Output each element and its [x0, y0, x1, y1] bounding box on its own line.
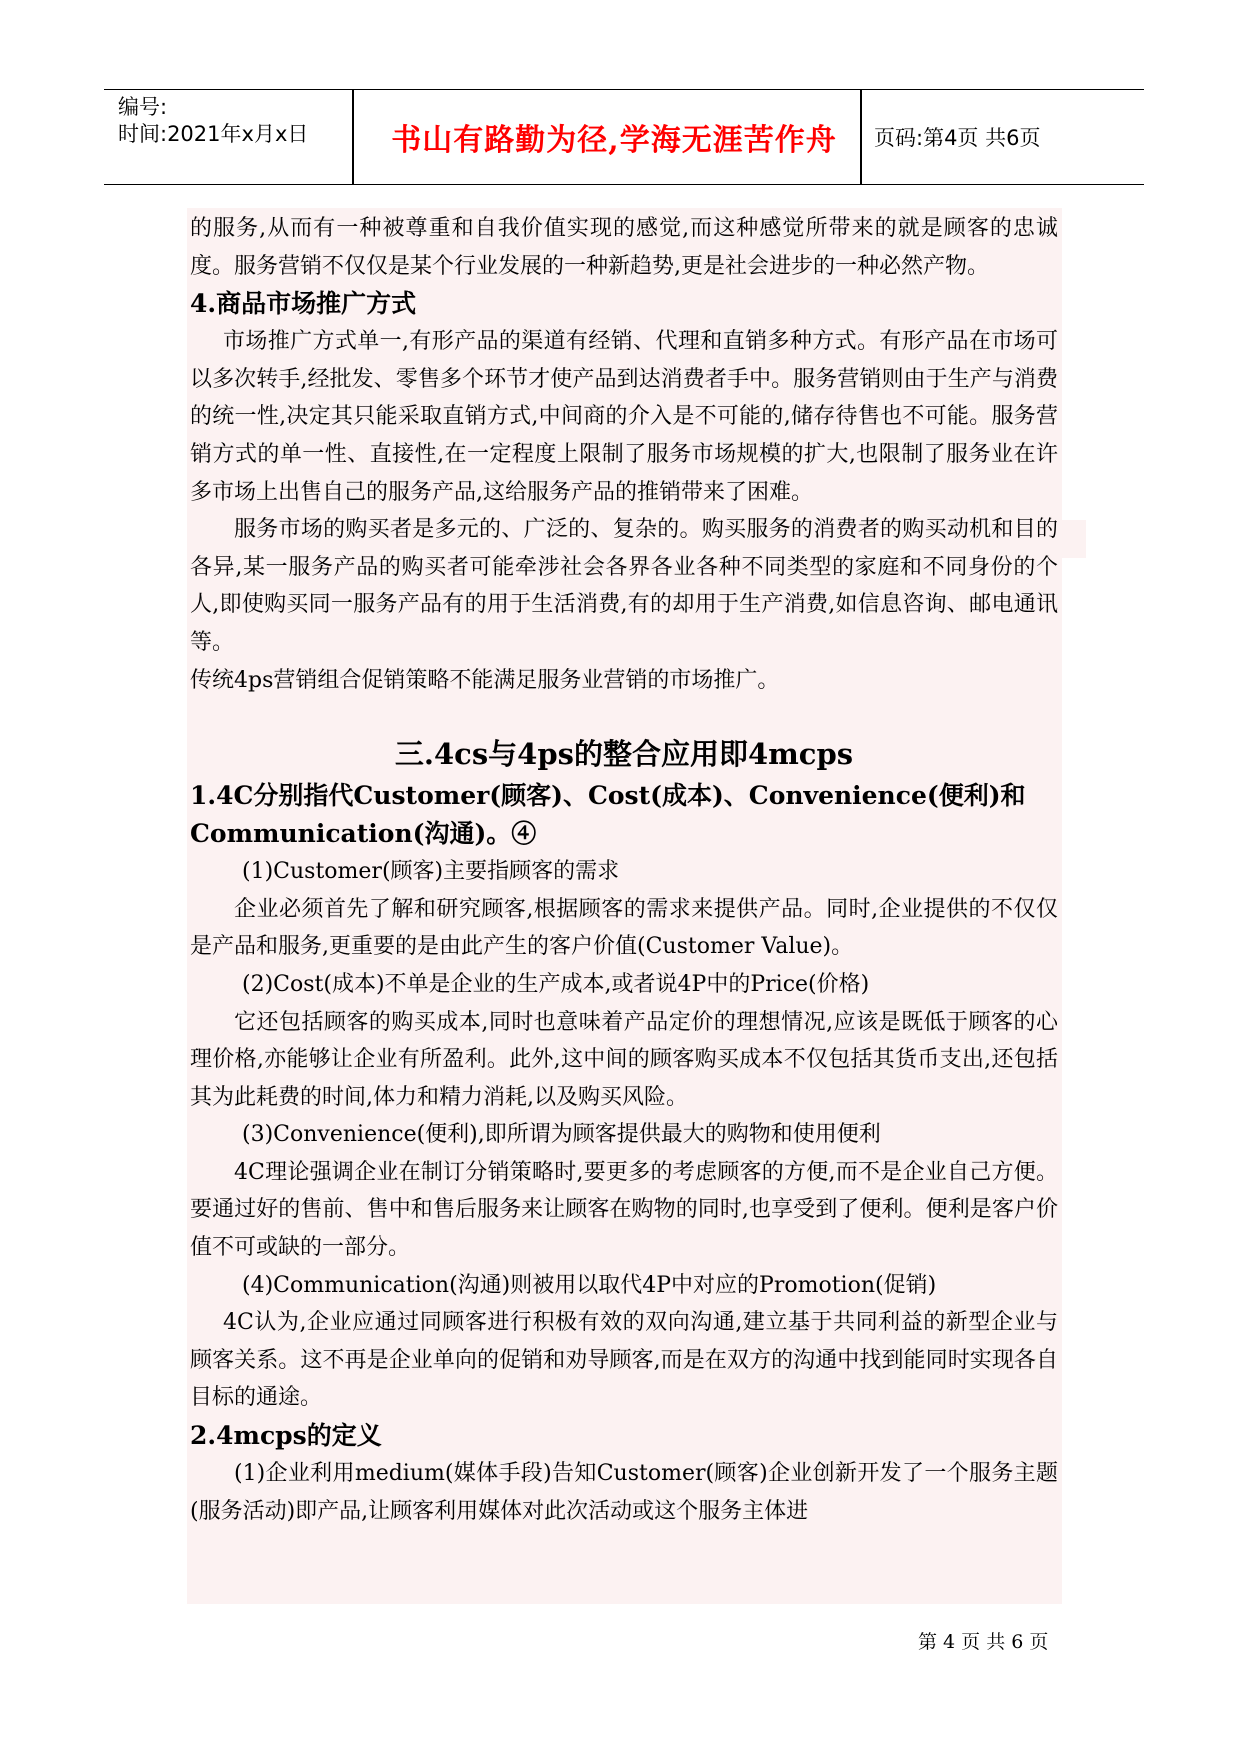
paragraph-customer: 企业必须首先了解和研究顾客,根据顾客的需求来提供产品。同时,企业提供的不仅仅是产品和服务,更重要的是由此产生的客户价值(Customer Value)。	[190, 896, 1058, 960]
subheading-customer: (1)Customer(顾客)主要指顾客的需求	[242, 859, 620, 885]
highlight-overflow	[1062, 520, 1086, 558]
paragraph-convenience: 4C理论强调企业在制订分销策略时,要更多的考虑顾客的方便,而不是企业自己方便。要通过好的售前、售中和售后服务来让顾客在购物的同时,也享受到了便利。便利是客户价值不可或缺的一部分。	[190, 1159, 1058, 1261]
heading-market-promotion: 4.商品市场推广方式	[190, 289, 417, 319]
subheading-communication: (4)Communication(沟通)则被用以取代4P中对应的Promotion(促销)	[242, 1272, 937, 1298]
heading-4mcps-definition: 2.4mcps的定义	[190, 1421, 382, 1451]
header-left-cell	[118, 94, 308, 148]
paragraph-cost: 它还包括顾客的购买成本,同时也意味着产品定价的理想情况,应该是既低于顾客的心理价格,亦能够让企业有所盈利。此外,这中间的顾客购买成本不仅包括其货币支出,还包括其为此耗费的时间,体力和精力消耗,以及购买风险。	[190, 1009, 1058, 1110]
document-time-label: 时间:2021年x月x日	[118, 122, 309, 146]
header-motto: 书山有路勤为径,学海无涯苦作舟	[391, 123, 837, 158]
heading-4c-definition: 1.4C分别指代Customer(顾客)、Cost(成本)、Convenience(便利)和Communication(沟通)。④	[190, 781, 1026, 849]
header-divider-right	[860, 90, 862, 184]
header-divider-left	[352, 90, 354, 184]
paragraph-traditional-4ps: 传统4ps营销组合促销策略不能满足服务业营销的市场推广。	[190, 667, 780, 693]
paragraph-buyers: 服务市场的购买者是多元的、广泛的、复杂的。购买服务的消费者的购买动机和目的各异,某一服务产品的购买者可能牵涉社会各界各业各种不同类型的家庭和不同身份的个人,即使购买同一服务产品有的用于生活消费,有的却用于生产消费,如信息咨询、邮电通讯等。	[190, 517, 1058, 655]
paragraph-promotion: 市场推广方式单一,有形产品的渠道有经销、代理和直销多种方式。有形产品在市场可以多次转手,经批发、零售多个环节才使产品到达消费者手中。服务营销则由于生产与消费的统一性,决定其只能采取直销方式,中间商的介入是不可能的,储存待售也不可能。服务营销方式的单一性、直接性,在一定程度上限制了服务市场规模的扩大,也限制了服务业在许多市场上出售自己的服务产品,这给服务产品的推销带来了困难。	[190, 329, 1058, 505]
document-number-label: 编号:	[118, 95, 168, 119]
page-header	[104, 89, 1144, 185]
subheading-convenience: (3)Convenience(便利),即所谓为顾客提供最大的购物和使用便利	[242, 1122, 881, 1148]
paragraph-intro: 的服务,从而有一种被尊重和自我价值实现的感觉,而这种感觉所带来的就是顾客的忠诚度。服务营销不仅仅是某个行业发展的一种新趋势,更是社会进步的一种必然产物。	[190, 216, 1058, 279]
subheading-cost: (2)Cost(成本)不单是企业的生产成本,或者说4P中的Price(价格)	[242, 971, 870, 997]
paragraph-communication: 4C认为,企业应通过同顾客进行积极有效的双向沟通,建立基于共同利益的新型企业与顾客关系。这不再是企业单向的促销和劝导顾客,而是在双方的沟通中找到能同时实现各自目标的通途。	[190, 1310, 1058, 1411]
header-page-label: 页码:第4页 共6页	[874, 126, 1041, 150]
section-title-4mcps: 三.4cs与4ps的整合应用即4mcps	[394, 737, 854, 772]
document-body	[187, 208, 1062, 1604]
paragraph-4mcps-definition: (1)企业利用medium(媒体手段)告知Customer(顾客)企业创新开发了一个服务主题(服务活动)即产品,让顾客利用媒体对此次活动或这个服务主体进	[190, 1461, 1058, 1524]
page-footer: 第 4 页 共 6 页	[918, 1631, 1049, 1653]
